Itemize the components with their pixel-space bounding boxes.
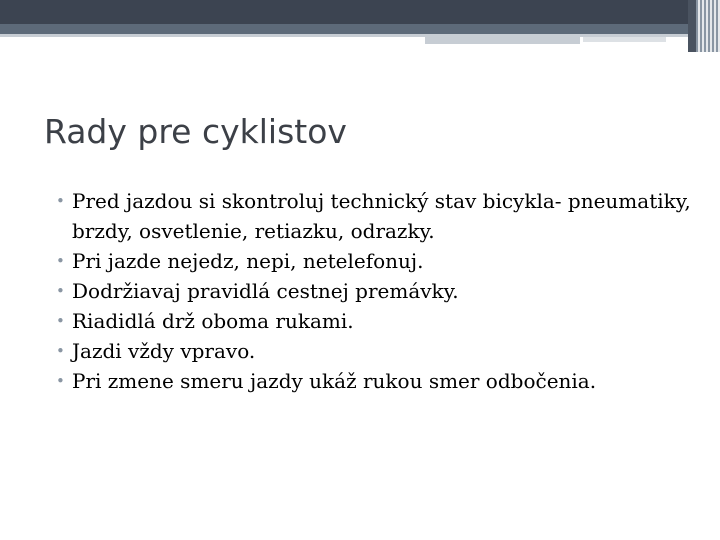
- list-item: [56, 186, 696, 246]
- header-accent-bar-small: [583, 37, 666, 42]
- bullet-text: Pri zmene smeru jazdy ukáž rukou smer odbočenia.: [72, 369, 597, 393]
- header-stripe: [0, 24, 720, 34]
- list-item: [56, 276, 696, 306]
- list-item: [56, 246, 696, 276]
- bullet-icon: •: [56, 342, 65, 360]
- bullet-icon: •: [56, 282, 65, 300]
- bullet-text: Dodržiavaj pravidlá cestnej premávky.: [72, 279, 459, 303]
- header-accent-bar: [425, 37, 580, 44]
- bullet-text: Pri jazde nejedz, nepi, netelefonuj.: [72, 249, 424, 273]
- slide-title: Rady pre cyklistov: [44, 112, 347, 151]
- list-item: [56, 366, 696, 396]
- bullet-icon: •: [56, 372, 65, 390]
- header-band: [0, 0, 720, 24]
- bullet-icon: •: [56, 192, 65, 210]
- list-item: [56, 306, 696, 336]
- bullet-icon: •: [56, 252, 65, 270]
- bullet-icon: •: [56, 312, 65, 330]
- bullet-text: Pred jazdou si skontroluj technický stav bicykla- pneumatiky, brzdy, osvetlenie, retiazku, odrazky.: [72, 189, 691, 243]
- corner-block: [688, 0, 696, 52]
- list-item: [56, 336, 696, 366]
- bullet-list: [56, 186, 696, 396]
- bullet-text: Jazdi vždy vpravo.: [72, 339, 256, 363]
- corner-stripes: [696, 0, 720, 52]
- bullet-text: Riadidlá drž oboma rukami.: [72, 309, 354, 333]
